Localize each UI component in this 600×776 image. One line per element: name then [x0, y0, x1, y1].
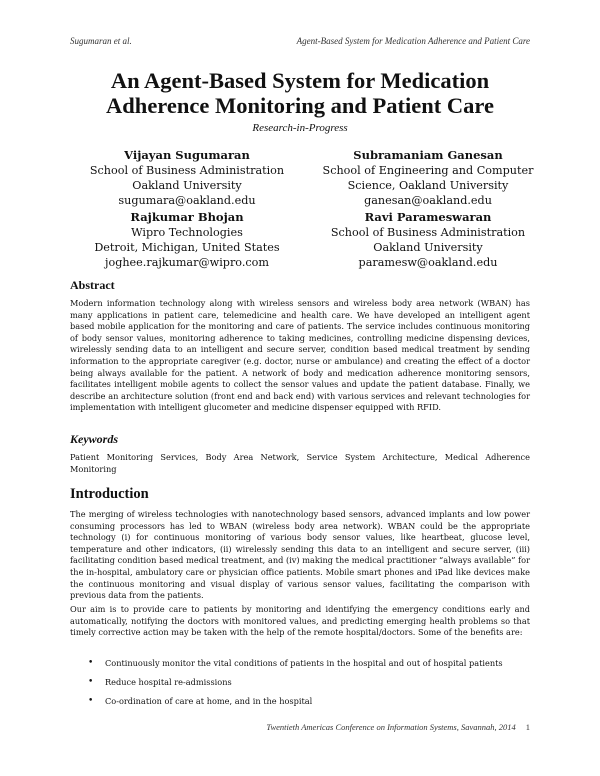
- author-affiliation: Detroit, Michigan, United States: [94, 241, 280, 254]
- running-head-title: Agent-Based System for Medication Adherence and Patient Care: [296, 36, 530, 46]
- author-name: Rajkumar Bhojan: [130, 210, 244, 224]
- author-block: [57, 210, 317, 270]
- running-head: [70, 36, 530, 46]
- author-name: Ravi Parameswaran: [364, 210, 492, 224]
- title-line-2: Adherence Monitoring and Patient Care: [106, 93, 494, 118]
- abstract-text: Modern information technology along with wireless sensors and wireless body area network (WBAN) has many applications in patient care, telemedicine and health care. We have developed an intelligent agent based mobile application for the monitoring and care of patients. The service includes continuous monitoring of body sensor values, monitoring adherence to taking medicines, controlling medicine dispensing devices, wirelessly sending data to an intelligent and secure server, condition based medical treatment by sending information to the appropriate caregiver (e.g. doctor, nurse or ambulance) and creating the effect of a doctor being always available for the patient. A network of body and medication adherence monitoring sensors, facilitates intelligent mobile agents to collect the sensor values and update the patient database. Finally, we describe an architecture solution (front end and back end) with various services and relevant technologies for implementation with intelligent glucometer and medicine dispenser equipped with RFID.: [70, 298, 530, 413]
- intro-paragraph-1: The merging of wireless technologies with nanotechnology based sensors, advanced implants and low power consuming processors has led to WBAN (wireless body area network). WBAN could be the appropriate technology (i) for continuous monitoring of various body sensor values, like heartbeat, glucose level, temperature and other indicators, (ii) wirelessly sending this data to an intelligent and secure server, (iii) facilitating condition based medical treatment, and (iv) making the medical practitioner “always available” for the in-hospital, ambulatory care or physician office patients. Mobile smart phones and iPad like devices make the continuous monitoring and visual display of various sensor values, facilitating the comparison with previous data from the patients.: [70, 509, 530, 601]
- page-footer: [266, 722, 530, 732]
- author-affiliation: Oakland University: [373, 241, 483, 254]
- author-affiliation: Oakland University: [132, 179, 242, 192]
- abstract-heading: Abstract: [70, 278, 115, 292]
- running-head-authors: Sugumaran et al.: [70, 36, 132, 46]
- author-affiliation: Science, Oakland University: [347, 179, 509, 192]
- introduction-heading: Introduction: [70, 486, 149, 502]
- list-item: • Reduce hospital re-admissions: [88, 677, 528, 696]
- author-affiliation: School of Engineering and Computer: [322, 164, 534, 177]
- paper-title: [40, 68, 560, 118]
- author-block: [298, 148, 558, 208]
- list-item: • Co-ordination of care at home, and in the hospital: [88, 696, 528, 715]
- author-affiliation: School of Business Administration: [89, 164, 285, 177]
- title-line-1: An Agent-Based System for Medication: [110, 68, 490, 93]
- author-email: joghee.rajkumar@wipro.com: [104, 256, 270, 269]
- paper-subtitle: Research-in-Progress: [252, 122, 348, 134]
- list-item: • Continuously monitor the vital conditions of patients in the hospital and out of hospital patients: [88, 658, 528, 677]
- footer-conference: Twentieth Americas Conference on Information Systems, Savannah, 2014: [266, 722, 516, 732]
- author-block: [57, 148, 317, 208]
- intro-paragraph-2: Our aim is to provide care to patients by monitoring and identifying the emergency conditions early and automatically, notifying the doctors with monitored values, and predicting emerging health problems so that timely corrective action may be taken with the help of the remote hospital/doctors. Some of the benefits are:: [70, 604, 530, 638]
- author-name: Vijayan Sugumaran: [124, 148, 250, 162]
- author-email: paramesw@oakland.edu: [358, 256, 498, 269]
- author-email: ganesan@oakland.edu: [364, 194, 492, 207]
- keywords-heading: Keywords: [70, 432, 118, 446]
- page-number: 1: [525, 722, 530, 732]
- author-affiliation: Wipro Technologies: [131, 226, 243, 239]
- author-affiliation: School of Business Administration: [330, 226, 526, 239]
- benefits-list: [88, 658, 528, 715]
- author-name: Subramaniam Ganesan: [353, 148, 503, 162]
- keywords-text: Patient Monitoring Services, Body Area Network, Service System Architecture, Medical Adherence Monitoring: [70, 452, 530, 474]
- author-email: sugumara@oakland.edu: [118, 194, 256, 207]
- author-block: [298, 210, 558, 270]
